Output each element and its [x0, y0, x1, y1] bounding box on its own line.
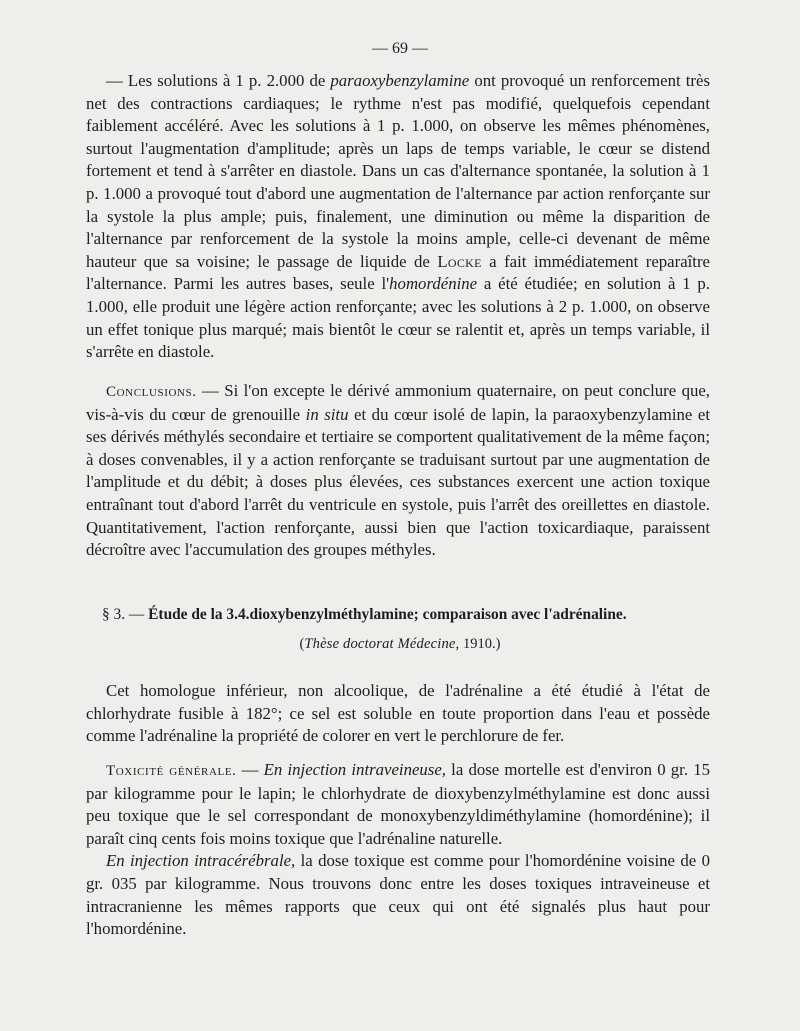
- ref-year: 1910.): [459, 636, 501, 652]
- paragraph-text: [86, 759, 710, 850]
- paragraph-toxicite: [86, 759, 710, 941]
- section-number: § 3. —: [102, 606, 149, 623]
- paragraph-text: Cet homologue inférieur, non alcoolique, de l'adrénaline a été étudié à l'état de chlorhydrate fusible à 182°; ce sel est soluble en toute proportion dans l'eau et possède comme l'adrénaline la propriété de colorer en vert le perchlorure de fer.: [86, 681, 710, 746]
- section-reference: [0, 636, 800, 653]
- term-in-situ: in situ: [305, 404, 349, 424]
- dash: —: [236, 760, 264, 779]
- toxicite-label: Toxicité générale.: [106, 763, 237, 779]
- para1-body-2: a fait immédiatement reparaître l'alternance. Parmi les autres bases, seule l': [86, 251, 711, 294]
- paragraph-text: [86, 70, 710, 364]
- section-heading: [86, 606, 710, 624]
- toxicite-text-2: la dose toxique est comme pour l'homordénine voisine de 0 gr. 035 par kilogramme. Nous trouvons donc entre les doses toxiques intraveineuse et intracranienne les mêmes rapports que ceux qui ont été signalés plus haut pour l'homordénine.: [86, 851, 710, 939]
- paragraph-conclusions: [86, 380, 710, 562]
- conclusions-text-2: et du cœur isolé de lapin, la paraoxybenzylamine et ses dérivés méthylés secondaire et tertiaire se comportent qualitativement de la même façon; à doses convenables, il y a action renforçante se traduisant surtout par une augmentation de l'amplitude et du débit; à doses plus élevées, ces substances exercent une action toxique entraînant tout d'abord l'arrêt du ventricule en systole, puis l'arrêt des oreillettes en diastole. Quantitativement, l'action renforçante, aussi bien que l'action toxicardiaque, paraissent décroître avec l'accumulation des groupes méthyles.: [86, 404, 710, 560]
- conclusions-text: — Si l'on excepte le dérivé ammonium quaternaire, on peut conclure que, vis-à-vis du cœur de grenouille: [86, 381, 710, 424]
- section-title: Étude de la 3.4.dioxybenzylméthylamine; comparaison avec l'adrénaline.: [148, 606, 627, 623]
- paragraph-text: [86, 850, 710, 940]
- term-injection-iv: En injection intraveineuse,: [263, 760, 446, 779]
- term-homordenine: homordénine: [389, 274, 478, 294]
- term-locke: Locke: [437, 251, 482, 271]
- paragraph-paraoxybenzylamine: [86, 70, 710, 364]
- term-paraoxybenzylamine: paraoxybenzylamine: [330, 71, 470, 90]
- ref-open: (: [299, 636, 305, 652]
- page-number: — 69 —: [372, 40, 428, 57]
- para1-body: ont provoqué un renforcement très net des contractions cardiaques; le rythme n'est pas modifié, quelquefois cependant faiblement accéléré. Avec les solutions à 1 p. 1.000, on observe les mêmes phénomènes, surtout l'augmentation d'amplitude; après un laps de temps variable, le cœur se distend fortement et tend à s'arrêter en diastole. Dans un cas d'alternance spontanée, la solution à 1 p. 1.000 a provoqué tout d'abord une augmentation de l'alternance par action renforçante sur la systole la plus ample; puis, finalement, une diminution ou même la disparition de l'alternance par renforcement de la systole la moins ample, celle-ci devenant de même hauteur que sa voisine; le passage de liquide de: [86, 71, 710, 271]
- para1-tail: a été étudiée; en solution à 1 p. 1.000, elle produit une légère action renforçante; avec les solutions à 2 p. 1.000, on observe un effet tonique plus marqué; mais bientôt le cœur se ralentit et, après un temps variable, il s'arrête en diastole.: [86, 274, 710, 362]
- paragraph-homologue: [86, 680, 710, 748]
- conclusions-label: Conclusions.: [106, 384, 197, 400]
- paragraph-text: [86, 380, 710, 562]
- term-injection-ic: En injection intracérébrale,: [106, 851, 296, 871]
- ref-thesis: Thèse doctorat Médecine,: [304, 636, 460, 652]
- toxicite-text: la dose mortelle est d'environ 0 gr. 15 par kilogramme pour le lapin; le chlorhydrate de dioxybenzylméthylamine est donc aussi peu toxique que le sel correspondant de monoxybenzyldiméthylamine (homordénine); il paraît cinq cents fois moins toxique que l'adrénaline naturelle.: [86, 760, 711, 848]
- para1-lead: — Les solutions à 1 p. 2.000 de: [106, 71, 331, 90]
